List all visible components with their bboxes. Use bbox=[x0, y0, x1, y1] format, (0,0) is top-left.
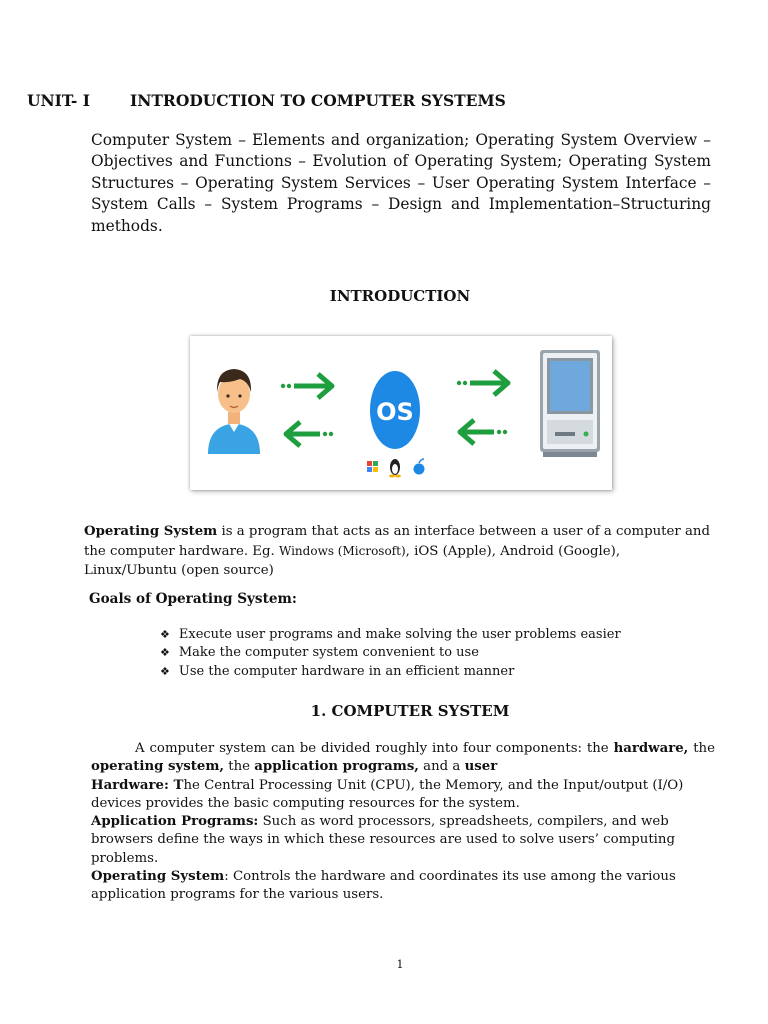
os-interface-illustration bbox=[190, 336, 612, 490]
list-item: ❖ Execute user programs and make solving the user problems easier bbox=[160, 626, 621, 644]
arrow-right-icon bbox=[457, 371, 508, 395]
os-label: OS bbox=[376, 398, 414, 426]
unit-heading bbox=[27, 91, 506, 110]
apple-logo-icon bbox=[414, 459, 425, 475]
unit-label: UNIT- I bbox=[27, 91, 90, 110]
os-definition-paragraph: Operating System is a program that acts as an interface between a user of a computer and the computer hardware. Eg. Windows (Microsoft), iOS (Apple), Android (Google), Linux/Ubuntu (open source) bbox=[84, 524, 710, 578]
list-item: ❖ Make the computer system convenient to use bbox=[160, 644, 621, 662]
introduction-heading: INTRODUCTION bbox=[329, 287, 471, 305]
computer-system-body bbox=[91, 740, 715, 905]
linux-logo-icon bbox=[389, 459, 401, 478]
syllabus-paragraph: Computer System – Elements and organization; Operating System Overview – Objectives and Functions – Evolution of Operating System; Operating System Structures – Operating System Services – User Operating System Interface – System Calls – System Programs – Design and Implementation–Structuring methods. bbox=[91, 131, 711, 235]
os-term: Operating System bbox=[84, 524, 218, 539]
goals-list bbox=[160, 626, 621, 681]
hardware-paragraph: Hardware: The Central Processing Unit (CPU), the Memory, and the Input/output (I/O) devices provides the basic computing resources for the system. bbox=[91, 777, 684, 811]
user-icon bbox=[208, 369, 260, 454]
arrow-left-icon bbox=[460, 420, 507, 444]
arrow-right-icon bbox=[281, 374, 332, 398]
unit-title: INTRODUCTION TO COMPUTER SYSTEMS bbox=[129, 91, 506, 110]
section-heading: 1. COMPUTER SYSTEM bbox=[310, 702, 510, 720]
list-item: ❖ Use the computer hardware in an efficient manner bbox=[160, 663, 621, 681]
goals-heading: Goals of Operating System: bbox=[89, 591, 297, 607]
os-icon bbox=[370, 371, 420, 449]
computer-icon bbox=[540, 350, 600, 457]
windows-logo-icon bbox=[367, 461, 378, 472]
application-programs-paragraph: Application Programs: Such as word processors, spreadsheets, compilers, and web browsers define the ways in which these resources are used to solve users’ computing problems. bbox=[91, 814, 675, 866]
components-paragraph: A computer system can be divided roughly into four components: the hardware, the operating system, the application programs, and a user bbox=[91, 741, 715, 775]
page-number: 1 bbox=[396, 958, 404, 971]
operating-system-paragraph: Operating System: Controls the hardware and coordinates its use among the various application programs for the various users. bbox=[91, 869, 676, 903]
arrow-left-icon bbox=[286, 422, 333, 446]
